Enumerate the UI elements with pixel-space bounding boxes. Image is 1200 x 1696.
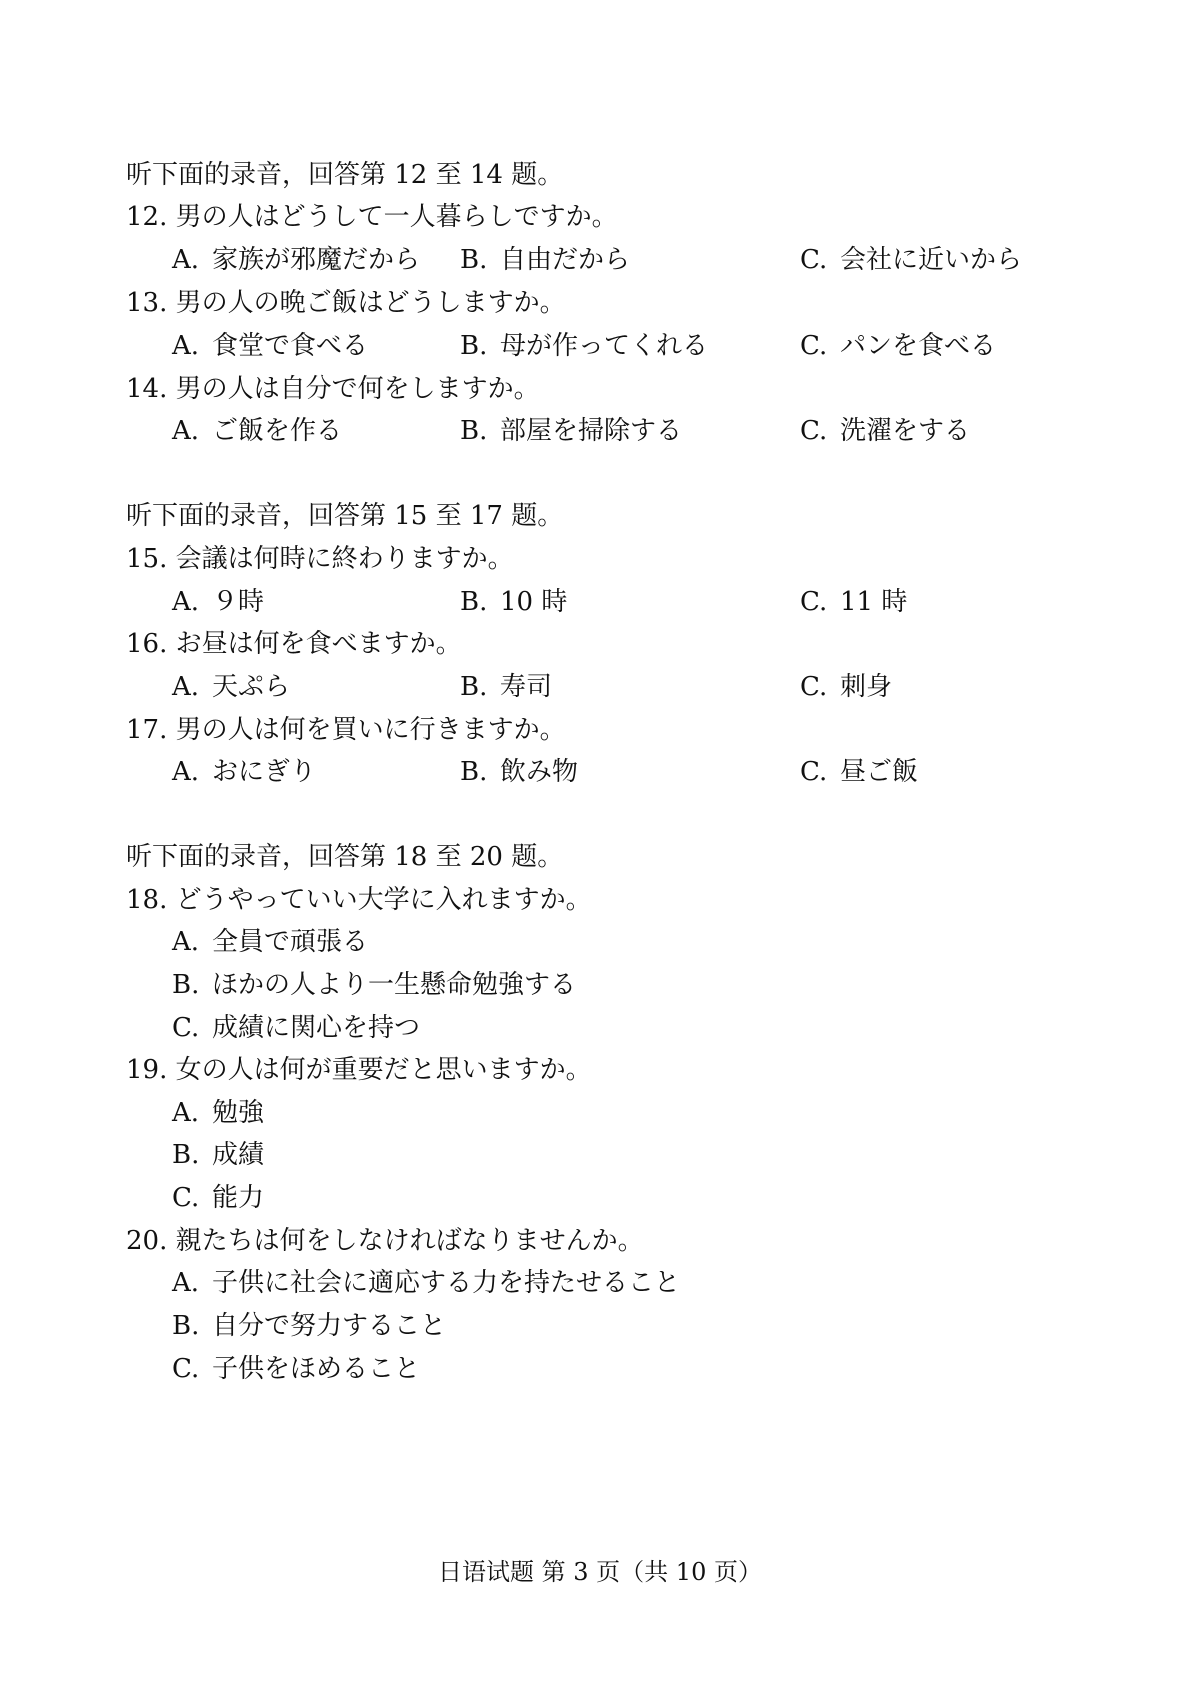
option-letter: B. <box>172 1311 200 1341</box>
question-12: 12. 男の人はどうして一人暮らしですか。 <box>126 202 618 232</box>
option-text: 刺身 <box>840 672 893 702</box>
option-text: 母が作ってくれる <box>500 331 709 361</box>
option-text: 天ぷら <box>212 672 291 702</box>
option-text: パンを食べる <box>840 331 997 361</box>
option-letter: A. <box>172 416 200 446</box>
group-heading: 听下面的录音，回答第 15 至 17 题。 <box>126 501 564 531</box>
option-letter: C. <box>800 757 828 787</box>
option-text: おにぎり <box>212 757 317 787</box>
option-17-b <box>460 755 578 789</box>
group-heading: 听下面的录音，回答第 18 至 20 题。 <box>126 842 564 872</box>
option-text: 10 時 <box>500 587 568 617</box>
option-letter: C. <box>800 245 828 275</box>
option-letter: C. <box>800 672 828 702</box>
option-text: 飲み物 <box>500 757 579 787</box>
option-letter: A. <box>172 1268 200 1298</box>
option-15-a <box>172 585 264 619</box>
option-text: 寿司 <box>500 672 553 702</box>
option-20-c <box>172 1352 420 1386</box>
option-18-a <box>172 925 368 959</box>
option-text: 家族が邪魔だから <box>212 245 421 275</box>
question-19: 19. 女の人は何が重要だと思いますか。 <box>126 1055 592 1085</box>
option-19-a <box>172 1096 264 1130</box>
option-text: 食堂で食べる <box>212 331 369 361</box>
option-letter: C. <box>172 1183 200 1213</box>
option-text: 昼ご飯 <box>840 757 919 787</box>
option-letter: A. <box>172 927 200 957</box>
option-text: 11 時 <box>840 587 908 617</box>
option-text: 自分で努力すること <box>212 1311 447 1341</box>
option-letter: C. <box>800 331 828 361</box>
question-17: 17. 男の人は何を買いに行きますか。 <box>126 715 566 745</box>
option-17-a <box>172 755 316 789</box>
option-13-a <box>172 329 368 363</box>
option-16-a <box>172 670 290 704</box>
option-14-b <box>460 414 682 448</box>
option-15-b <box>460 585 567 619</box>
option-17-c <box>800 755 918 789</box>
option-letter: B. <box>460 672 488 702</box>
option-text: 全員で頑張る <box>212 927 369 957</box>
option-14-a <box>172 414 342 448</box>
option-13-b <box>460 329 708 363</box>
option-letter: C. <box>172 1354 200 1384</box>
option-letter: A. <box>172 672 200 702</box>
option-20-a <box>172 1266 680 1300</box>
option-12-a <box>172 243 420 277</box>
question-14: 14. 男の人は自分で何をしますか。 <box>126 374 540 404</box>
question-13: 13. 男の人の晩ご飯はどうしますか。 <box>126 288 566 318</box>
option-text: 会社に近いから <box>840 245 1023 275</box>
option-19-c <box>172 1181 264 1215</box>
option-14-c <box>800 414 970 448</box>
option-letter: B. <box>460 245 488 275</box>
option-13-c <box>800 329 996 363</box>
option-text: ご飯を作る <box>212 416 343 446</box>
question-15: 15. 会議は何時に終わりますか。 <box>126 544 514 574</box>
option-text: 洗濯をする <box>840 416 971 446</box>
option-text: 子供に社会に適応する力を持たせること <box>212 1268 681 1298</box>
question-20: 20. 親たちは何をしなければなりませんか。 <box>126 1226 644 1256</box>
option-letter: C. <box>800 416 828 446</box>
option-letter: A. <box>172 587 200 617</box>
option-letter: A. <box>172 1098 200 1128</box>
option-18-c <box>172 1011 420 1045</box>
option-letter: B. <box>460 757 488 787</box>
option-19-b <box>172 1138 264 1172</box>
page-footer: 日语试题 第 3 页（共 10 页） <box>438 1558 762 1586</box>
option-text: 子供をほめること <box>212 1354 421 1384</box>
option-text: 自由だから <box>500 245 631 275</box>
option-letter: C. <box>172 1013 200 1043</box>
option-16-b <box>460 670 552 704</box>
option-letter: B. <box>460 587 488 617</box>
option-letter: B. <box>172 1140 200 1170</box>
group-heading: 听下面的录音，回答第 12 至 14 题。 <box>126 160 564 190</box>
option-letter: B. <box>172 970 200 1000</box>
option-20-b <box>172 1309 446 1343</box>
option-16-c <box>800 670 892 704</box>
option-12-b <box>460 243 630 277</box>
option-text: 成績 <box>212 1140 265 1170</box>
option-text: 勉強 <box>212 1098 265 1128</box>
question-18: 18. どうやっていい大学に入れますか。 <box>126 885 592 915</box>
option-18-b <box>172 968 576 1002</box>
option-text: ほかの人より一生懸命勉強する <box>212 970 577 1000</box>
option-letter: B. <box>460 331 488 361</box>
question-16: 16. お昼は何を食べますか。 <box>126 629 462 659</box>
option-text: 成績に関心を持つ <box>212 1013 421 1043</box>
option-text: 部屋を掃除する <box>500 416 683 446</box>
option-text: 能力 <box>212 1183 265 1213</box>
option-text: ９時 <box>212 587 265 617</box>
option-letter: B. <box>460 416 488 446</box>
option-letter: A. <box>172 757 200 787</box>
option-15-c <box>800 585 907 619</box>
option-letter: A. <box>172 331 200 361</box>
option-12-c <box>800 243 1022 277</box>
option-letter: A. <box>172 245 200 275</box>
option-letter: C. <box>800 587 828 617</box>
